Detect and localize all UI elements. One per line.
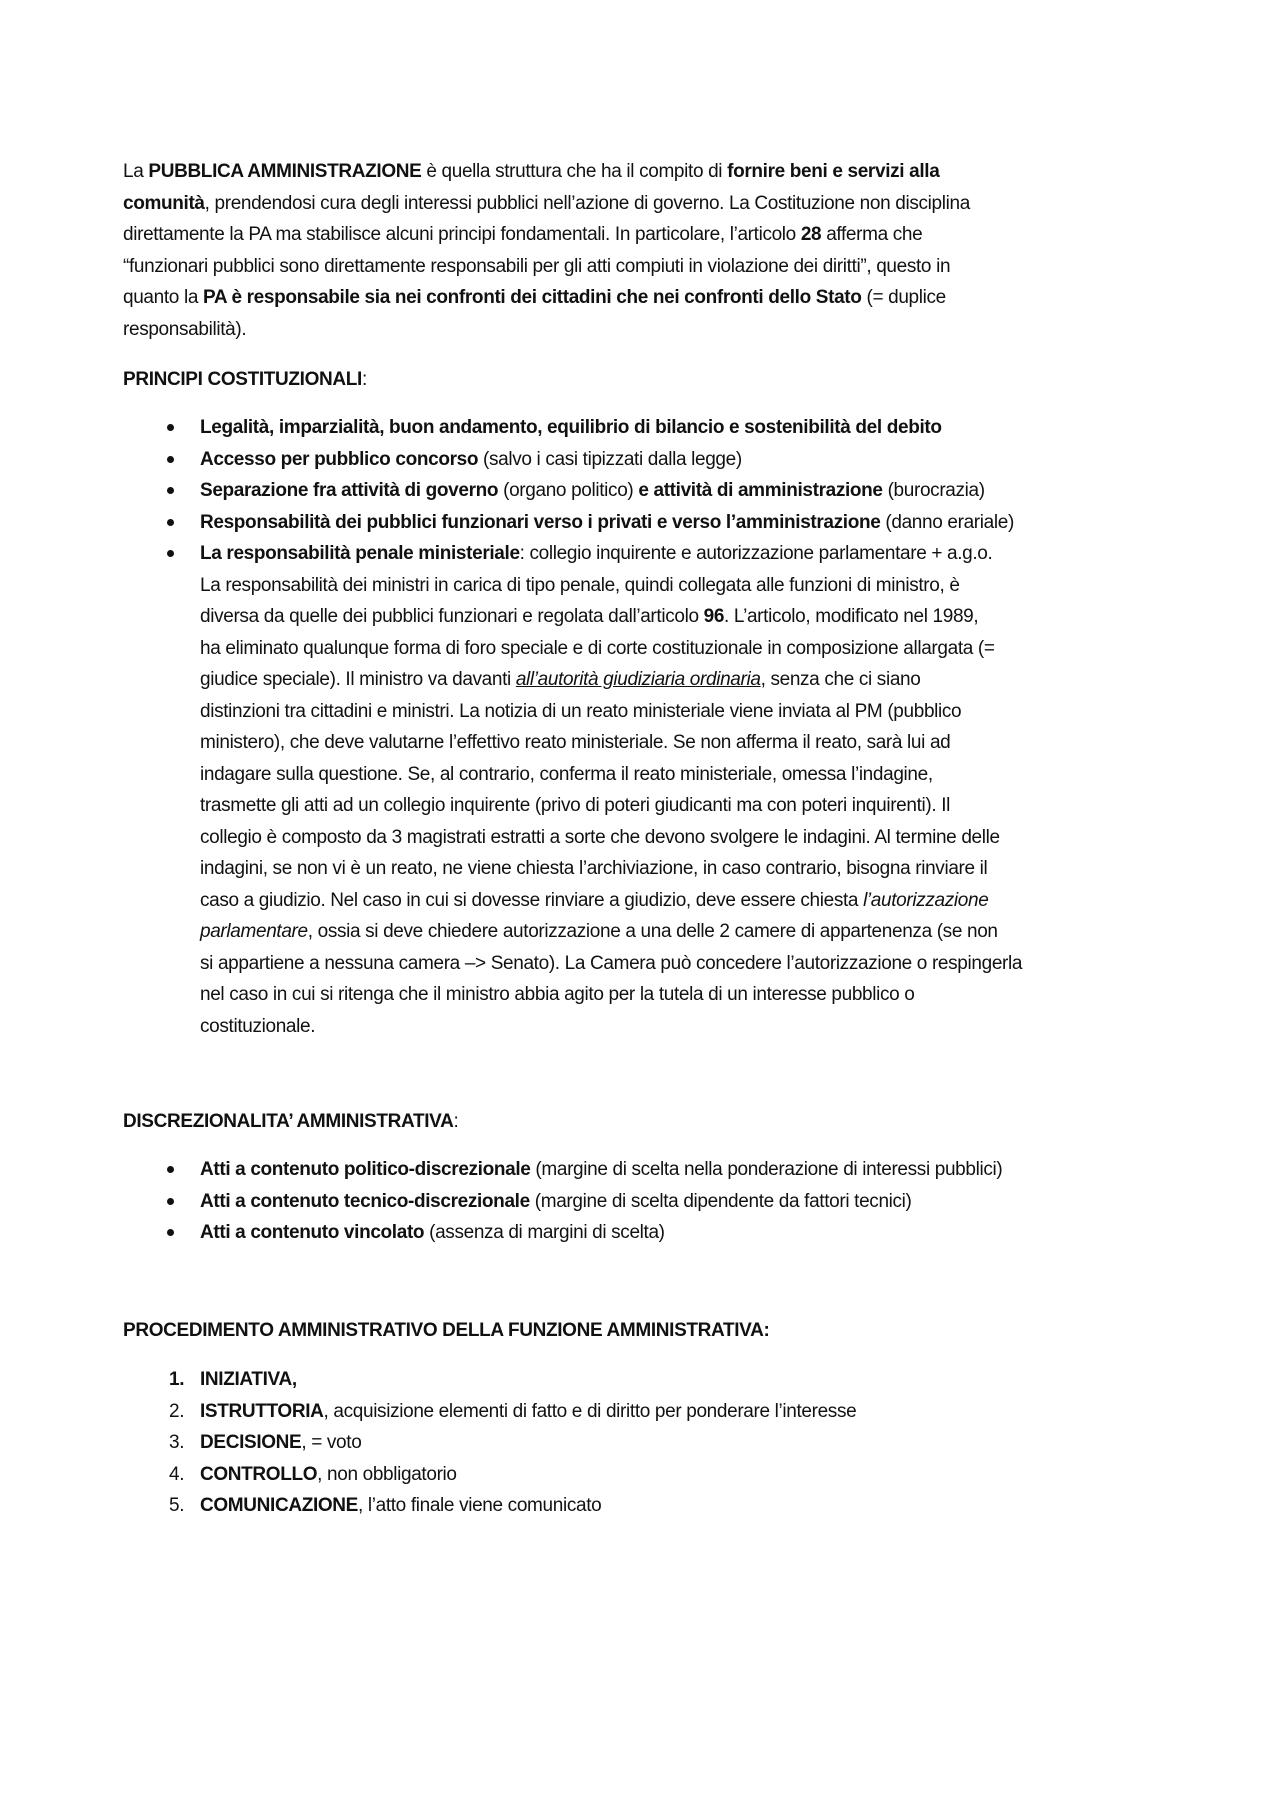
list-number: 1. [169,1369,185,1390]
text: : [453,1111,459,1132]
text-line [123,188,970,220]
text-line [123,601,1022,633]
text-line [123,727,1022,759]
text-line [123,822,1022,854]
text: , ossia si deve chiedere autorizzazione a una delle 2 camere di appartenenza (se non [307,921,998,942]
text-line [123,1315,769,1347]
text-line [123,853,1022,885]
procedimento-heading [123,1315,769,1347]
text: quanto la [123,287,203,308]
text: “funzionari pubblici sono direttamente responsabili per gli atti compiuti in violazione dei diritti”, questo in [123,255,951,277]
text: afferma che [821,224,923,245]
text-line [123,664,1022,696]
list-item [123,1186,1002,1218]
bold-text: fornire beni e servizi alla [727,161,940,182]
bold-text: DECISIONE [200,1432,302,1453]
text-line [123,790,1022,822]
text-line [123,156,970,188]
text: (margine di scelta dipendente da fattori tecnici) [529,1190,912,1212]
list-number: 4. [169,1463,185,1485]
emphasis-text: all’autorità giudiziaria ordinaria [515,669,761,690]
bold-text: e attività di amministrazione [638,480,883,501]
list-item [123,1364,856,1396]
bold-text: Legalità, imparzialità, buon andamento, equilibrio di bilancio e sostenibilità del debito [200,417,942,438]
text: direttamente la PA ma stabilisce alcuni principi fondamentali. In particolare, l’articolo [123,224,801,245]
text-line [123,219,970,251]
bold-text: Separazione fra attività di governo [200,480,499,501]
list-number: 3. [169,1432,185,1453]
text-line [123,696,1022,728]
emphasis-text: l’autorizzazione [863,889,989,911]
intro-paragraph [123,156,970,345]
text: diversa da quelle dei pubblici funzionari e regolata dall’articolo [200,606,704,627]
bold-text: Atti a contenuto vincolato [200,1222,425,1243]
bullet-icon [167,1229,174,1236]
text: (margine di scelta nella ponderazione di interessi pubblici) [530,1159,1003,1180]
bullet-icon [167,456,174,463]
text-line [123,570,1022,602]
principi-heading [123,364,367,396]
text: (danno erariale) [880,511,1014,533]
text-line [123,282,970,314]
text: collegio è composto da 3 magistrati estratti a sorte che devono svolgere le indagini. Al termine delle [200,826,1000,848]
text: indagini, se non vi è un reato, ne viene chiesta l’archiviazione, in caso contrario, bisogna rinviare il [200,858,988,879]
bold-text: 96 [703,606,725,627]
list-item [123,507,1014,539]
text: (= duplice [861,287,946,308]
text-line [123,633,1022,665]
bullet-icon [167,1166,174,1173]
text: nel caso in cui si ritenga che il ministro abbia agito per la tutela di un interesse pubblico o [200,984,915,1005]
text-line [123,314,970,346]
bold-text: comunità [123,192,205,214]
bold-text: INIZIATIVA, [200,1369,297,1390]
text: (burocrazia) [882,480,985,501]
text: caso a giudizio. Nel caso in cui si dovesse rinviare a giudizio, deve essere chiesta [200,889,864,911]
bold-text: PROCEDIMENTO AMMINISTRATIVO DELLA FUNZIONE AMMINISTRATIVA: [123,1320,770,1341]
text: , non obbligatorio [317,1463,457,1485]
bold-text: Accesso per pubblico concorso [200,448,479,470]
principi-bullet-list [123,412,1014,570]
text-line [123,364,367,396]
text: si appartiene a nessuna camera –> Senato). La Camera può concedere l’autorizzazione o respingerla [200,952,1023,974]
text: : collegio inquirente e autorizzazione parlamentare + a.g.o. [519,543,993,564]
list-item [123,444,1014,476]
text: è quella struttura che ha il compito di [421,161,728,182]
text: indagare sulla questione. Se, al contrario, conferma il reato ministeriale, omessa l’indagine, [200,763,933,785]
list-item [123,1427,856,1459]
text: : [361,369,367,390]
bold-text: COMUNICAZIONE [200,1495,358,1516]
list-item [123,1217,1002,1249]
bold-text: 28 [800,224,822,245]
text: , prendendosi cura degli interessi pubblici nell’azione di governo. La Costituzione non disciplina [204,192,970,214]
text: giudice speciale). Il ministro va davanti [200,669,516,690]
bold-text: DISCREZIONALITA’ AMMINISTRATIVA [123,1111,454,1132]
text: trasmette gli atti ad un collegio inquirente (privo di poteri giudicanti ma con poteri inquirenti). Il [200,795,951,816]
list-item [123,1396,856,1428]
list-item [123,412,1014,444]
bold-text: PRINCIPI COSTITUZIONALI [123,369,362,390]
text: responsabilità). [123,318,247,340]
text: La [123,161,149,182]
text-line [123,251,970,283]
text-line [123,885,1022,917]
list-item [123,538,1014,570]
text-line [123,1011,1022,1043]
ministerial-responsibility-paragraph [123,570,1022,1043]
emphasis-text: parlamentare [200,921,308,942]
bullet-icon [167,550,174,557]
text-line [123,948,1022,980]
bullet-icon [167,519,174,526]
text: distinzioni tra cittadini e ministri. La notizia di un reato ministeriale viene inviata al PM (pubblico [200,700,962,722]
discrezionalita-heading [123,1106,458,1138]
discrezionalita-bullet-list [123,1154,1002,1249]
text-line [123,979,1022,1011]
bold-text: PUBBLICA AMMINISTRAZIONE [148,161,422,182]
text: La responsabilità dei ministri in carica di tipo penale, quindi collegata alle funzioni di ministro, è [200,574,960,596]
bullet-icon [167,1198,174,1205]
bullet-icon [167,487,174,494]
bold-text: La responsabilità penale ministeriale [200,543,520,564]
list-number: 2. [169,1400,185,1422]
text: , l’atto finale viene comunicato [358,1495,602,1516]
text-line [123,759,1022,791]
list-item [123,1459,856,1491]
text: costituzionale. [200,1015,316,1037]
text: ha eliminato qualunque forma di foro speciale e di corte costituzionale in composizione allargata (= [200,637,995,659]
bold-text: CONTROLLO [200,1463,318,1485]
text-line [123,1106,458,1138]
list-number: 5. [169,1495,185,1516]
text: , senza che ci siano [760,669,921,690]
bullet-icon [167,424,174,431]
text: (organo politico) [498,480,639,501]
text-line [123,916,1022,948]
text: . L’articolo, modificato nel 1989, [724,606,979,627]
bold-text: Atti a contenuto politico-discrezionale [200,1159,531,1180]
text: , acquisizione elementi di fatto e di diritto per ponderare l’interesse [323,1400,857,1422]
list-item [123,475,1014,507]
list-item [123,1154,1002,1186]
bold-text: PA è responsabile sia nei confronti dei cittadini che nei confronti dello Stato [202,287,862,308]
procedimento-numbered-list [123,1364,856,1522]
text: (assenza di margini di scelta) [424,1222,665,1243]
bold-text: ISTRUTTORIA [200,1400,324,1422]
bold-text: Responsabilità dei pubblici funzionari verso i privati e verso l’amministrazione [200,511,881,533]
list-item [123,1490,856,1522]
bold-text: Atti a contenuto tecnico-discrezionale [200,1190,530,1212]
text: , = voto [301,1432,362,1453]
text: (salvo i casi tipizzati dalla legge) [478,448,742,470]
text: ministero), che deve valutarne l’effettivo reato ministeriale. Se non afferma il reato, sarà lui ad [200,732,951,753]
